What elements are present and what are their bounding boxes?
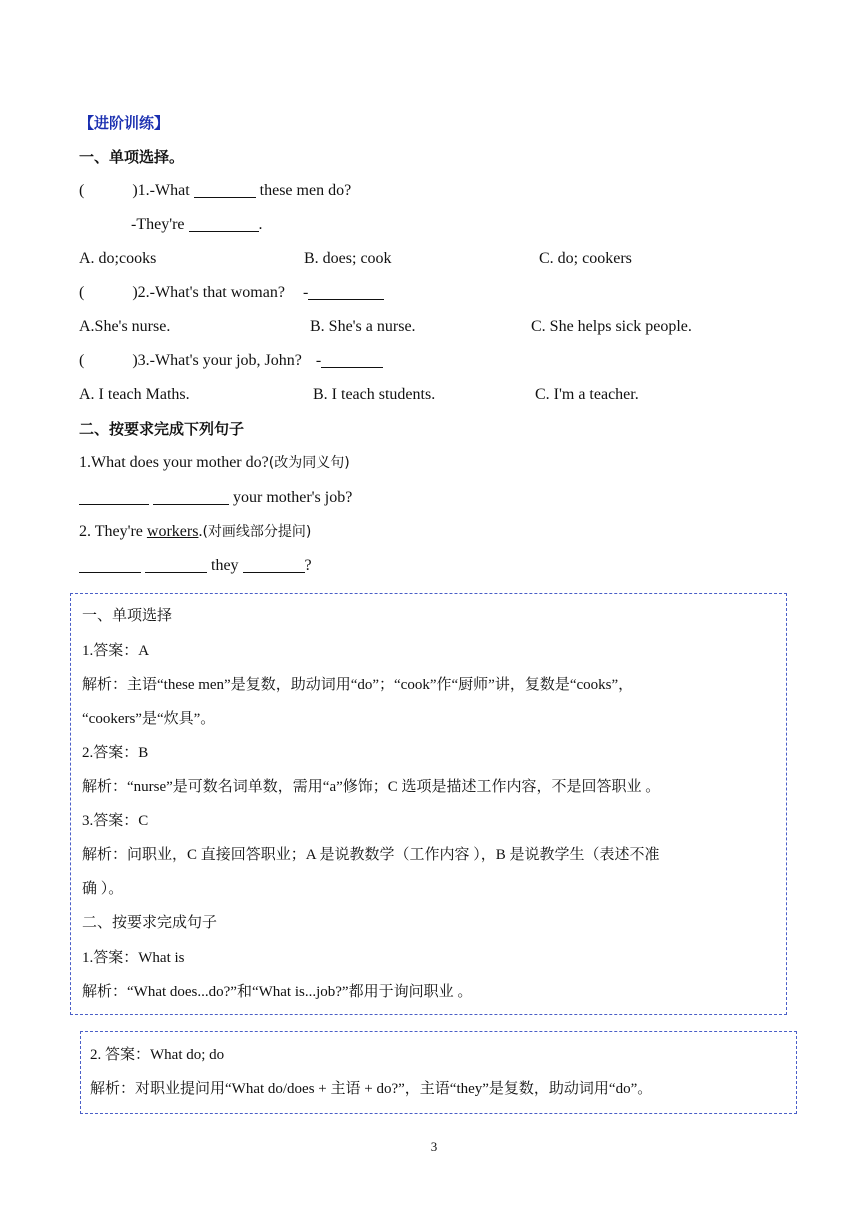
s2-note: (对画线部分提问) xyxy=(202,524,312,540)
s2-line2-end: ? xyxy=(304,557,312,574)
question-3 xyxy=(79,351,383,371)
q1-open-paren: ( xyxy=(79,182,85,199)
sentence-2 xyxy=(79,522,311,542)
s1-blank-2 xyxy=(153,488,229,505)
q2-option-c: C. She helps sick people. xyxy=(531,318,692,335)
answer-line-7: 3.答案：C xyxy=(82,813,149,829)
q1-option-b: B. does; cook xyxy=(304,250,392,267)
answer2-line-2: 解析：对职业提问用“What do/does + 主语 + do?”，主语“they”是复数，助动词用“do”。 xyxy=(90,1081,653,1097)
part2-heading: 二、按要求完成下列句子 xyxy=(79,420,245,438)
q2-blank xyxy=(308,283,384,300)
answer-line-6: 解析：“nurse”是可数名词单数，需用“a”修饰；C 选项是描述工作内容，不是回答职业 。 xyxy=(82,779,661,795)
part1-heading: 一、单项选择。 xyxy=(79,148,185,166)
answer-line-3: 解析：主语“these men”是复数，助动词用“do”；“cook”作“厨师”讲，复数是“cooks”， xyxy=(82,677,634,693)
q2-option-a: A.She's nurse. xyxy=(79,318,171,335)
q3-dash: - xyxy=(315,352,322,369)
sentence-2-answer-line xyxy=(79,556,312,576)
s2-underlined: workers xyxy=(146,523,199,540)
answer2-line-1: 2. 答案：What do; do xyxy=(90,1047,225,1063)
q1-response-blank xyxy=(189,215,259,232)
sentence-1 xyxy=(79,453,350,473)
s1-blank-1 xyxy=(79,488,149,505)
section-title: 【进阶训练】 xyxy=(79,114,170,132)
q1-response-text: -They're xyxy=(131,216,185,233)
answer-line-1: 一、单项选择 xyxy=(82,608,173,624)
answer-box-2 xyxy=(80,1031,797,1114)
q3-option-c: C. I'm a teacher. xyxy=(535,386,639,403)
q3-blank xyxy=(321,351,383,368)
q1-stem-end: these men do? xyxy=(259,182,352,199)
answer-line-9: 确 ）。 xyxy=(82,881,124,897)
q3-stem: )3.-What's your job, John? xyxy=(132,352,302,369)
answer-line-11: 1.答案：What is xyxy=(82,950,185,966)
page-number: 3 xyxy=(430,1139,438,1154)
q1-option-a: A. do;cooks xyxy=(79,250,157,267)
q2-dash: - xyxy=(302,284,309,301)
q2-stem: )2.-What's that woman? xyxy=(132,284,285,301)
q1-response xyxy=(131,215,263,235)
answer-line-4: “cookers”是“炊具”。 xyxy=(82,711,216,727)
question-2 xyxy=(79,283,384,303)
question-1 xyxy=(79,181,351,201)
answer-line-8: 解析：问职业，C 直接回答职业；A 是说教数学（工作内容 ），B 是说教学生（表述不准 xyxy=(82,847,660,863)
q2-open-paren: ( xyxy=(79,284,85,301)
s2-blank-2 xyxy=(145,556,207,573)
s1-note: (改为同义句) xyxy=(268,455,350,471)
s2-blank-1 xyxy=(79,556,141,573)
s2-blank-3 xyxy=(243,556,305,573)
answer-line-12: 解析：“What does...do?”和“What is...job?”都用于询问职业 。 xyxy=(82,984,473,1000)
s2-start: 2. They're xyxy=(79,523,147,540)
q1-option-c: C. do; cookers xyxy=(539,250,632,267)
q2-option-b: B. She's a nurse. xyxy=(310,318,416,335)
q1-response-end: . xyxy=(258,216,263,233)
q3-option-b: B. I teach students. xyxy=(313,386,436,403)
answer-line-5: 2.答案：B xyxy=(82,745,149,761)
q1-blank xyxy=(194,181,256,198)
q1-stem: )1.-What xyxy=(132,182,190,199)
answer-line-10: 二、按要求完成句子 xyxy=(82,915,218,931)
s2-line2-mid: they xyxy=(211,557,239,574)
sentence-1-answer-line xyxy=(79,488,352,508)
q3-option-a: A. I teach Maths. xyxy=(79,386,190,403)
s1-line2-end: your mother's job? xyxy=(233,489,353,506)
answer-line-2: 1.答案：A xyxy=(82,643,150,659)
s1-text: 1.What does your mother do? xyxy=(79,454,269,471)
q3-open-paren: ( xyxy=(79,352,85,369)
s2-end: . xyxy=(198,523,203,540)
